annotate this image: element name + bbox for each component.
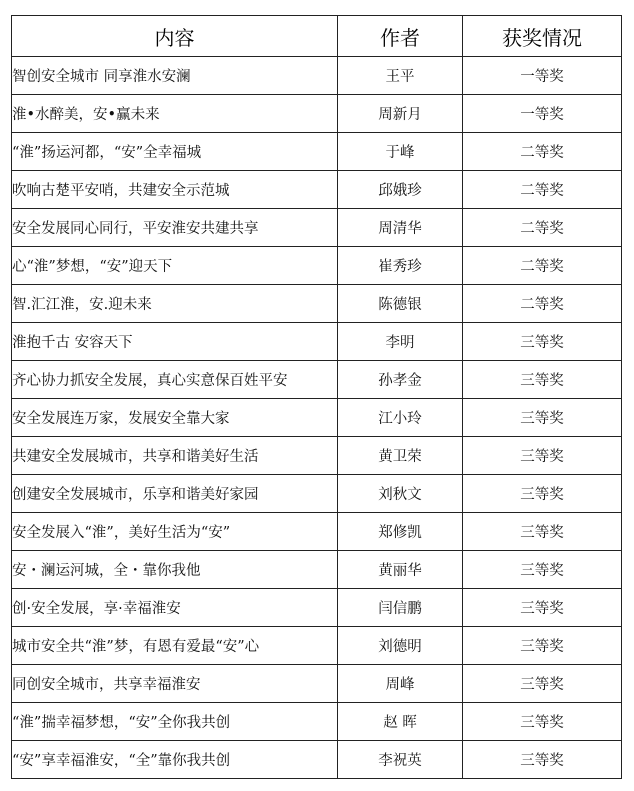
row-award: 二等奖 bbox=[463, 285, 622, 323]
header-row bbox=[12, 16, 622, 57]
row-award: 三等奖 bbox=[463, 551, 622, 589]
table-row bbox=[12, 133, 622, 171]
table-row bbox=[12, 475, 622, 513]
row-content: 创·安全发展，享·幸福淮安 bbox=[12, 589, 338, 627]
row-author: 崔秀珍 bbox=[338, 247, 463, 285]
row-award: 三等奖 bbox=[463, 323, 622, 361]
table-row bbox=[12, 551, 622, 589]
row-award: 一等奖 bbox=[463, 95, 622, 133]
table-row bbox=[12, 323, 622, 361]
row-author: 刘秋文 bbox=[338, 475, 463, 513]
table-row bbox=[12, 665, 622, 703]
table-row bbox=[12, 361, 622, 399]
row-content: “淮”扬运河都，“安”全幸福城 bbox=[12, 133, 338, 171]
table-row bbox=[12, 171, 622, 209]
row-award: 二等奖 bbox=[463, 133, 622, 171]
row-author: 邱娥珍 bbox=[338, 171, 463, 209]
row-content: 安全发展入“淮”，美好生活为“安” bbox=[12, 513, 338, 551]
row-author: 李祝英 bbox=[338, 741, 463, 779]
table-row bbox=[12, 627, 622, 665]
row-content: 安・澜运河城，全・靠你我他 bbox=[12, 551, 338, 589]
header-author: 作者 bbox=[338, 16, 463, 57]
row-content: 创建安全发展城市，乐享和谐美好家园 bbox=[12, 475, 338, 513]
row-content: 淮•水醉美，安•赢未来 bbox=[12, 95, 338, 133]
row-content: 心“淮”梦想，“安”迎天下 bbox=[12, 247, 338, 285]
table-row bbox=[12, 95, 622, 133]
table-row bbox=[12, 703, 622, 741]
row-award: 三等奖 bbox=[463, 589, 622, 627]
row-author: 闫信鹏 bbox=[338, 589, 463, 627]
table-body bbox=[12, 57, 622, 779]
table-row bbox=[12, 513, 622, 551]
table-row bbox=[12, 57, 622, 95]
row-content: 智创安全城市 同享淮水安澜 bbox=[12, 57, 338, 95]
header-award: 获奖情况 bbox=[463, 16, 622, 57]
row-author: 孙孝金 bbox=[338, 361, 463, 399]
row-award: 三等奖 bbox=[463, 665, 622, 703]
row-author: 周清华 bbox=[338, 209, 463, 247]
row-award: 一等奖 bbox=[463, 57, 622, 95]
table-row bbox=[12, 589, 622, 627]
row-content: 齐心协力抓安全发展，真心实意保百姓平安 bbox=[12, 361, 338, 399]
row-author: 黄卫荣 bbox=[338, 437, 463, 475]
row-award: 三等奖 bbox=[463, 627, 622, 665]
row-content: “安”享幸福淮安，“全”靠你我共创 bbox=[12, 741, 338, 779]
row-content: 智.汇江淮，安.迎未来 bbox=[12, 285, 338, 323]
row-author: 刘德明 bbox=[338, 627, 463, 665]
table-row bbox=[12, 247, 622, 285]
row-content: 共建安全发展城市，共享和谐美好生活 bbox=[12, 437, 338, 475]
row-award: 三等奖 bbox=[463, 703, 622, 741]
row-content: “淮”揣幸福梦想，“安”全你我共创 bbox=[12, 703, 338, 741]
row-award: 二等奖 bbox=[463, 247, 622, 285]
row-author: 黄丽华 bbox=[338, 551, 463, 589]
row-author: 周新月 bbox=[338, 95, 463, 133]
row-author: 赵 晖 bbox=[338, 703, 463, 741]
row-content: 淮抱千古 安容天下 bbox=[12, 323, 338, 361]
row-author: 周峰 bbox=[338, 665, 463, 703]
awards-table bbox=[11, 15, 622, 779]
table-row bbox=[12, 437, 622, 475]
row-award: 三等奖 bbox=[463, 475, 622, 513]
row-award: 三等奖 bbox=[463, 741, 622, 779]
row-author: 郑修凯 bbox=[338, 513, 463, 551]
row-author: 陈德银 bbox=[338, 285, 463, 323]
row-content: 吹响古楚平安哨，共建安全示范城 bbox=[12, 171, 338, 209]
row-content: 安全发展同心同行，平安淮安共建共享 bbox=[12, 209, 338, 247]
row-content: 城市安全共“淮”梦，有恩有爱最“安”心 bbox=[12, 627, 338, 665]
table-row bbox=[12, 741, 622, 779]
header-content: 内容 bbox=[12, 16, 338, 57]
row-award: 三等奖 bbox=[463, 437, 622, 475]
row-author: 江小玲 bbox=[338, 399, 463, 437]
row-award: 二等奖 bbox=[463, 209, 622, 247]
row-author: 于峰 bbox=[338, 133, 463, 171]
row-award: 三等奖 bbox=[463, 513, 622, 551]
row-content: 同创安全城市，共享幸福淮安 bbox=[12, 665, 338, 703]
row-award: 三等奖 bbox=[463, 361, 622, 399]
row-content: 安全发展连万家，发展安全靠大家 bbox=[12, 399, 338, 437]
row-author: 李明 bbox=[338, 323, 463, 361]
row-author: 王平 bbox=[338, 57, 463, 95]
table-row bbox=[12, 285, 622, 323]
table-row bbox=[12, 209, 622, 247]
table-row bbox=[12, 399, 622, 437]
row-award: 三等奖 bbox=[463, 399, 622, 437]
row-award: 二等奖 bbox=[463, 171, 622, 209]
